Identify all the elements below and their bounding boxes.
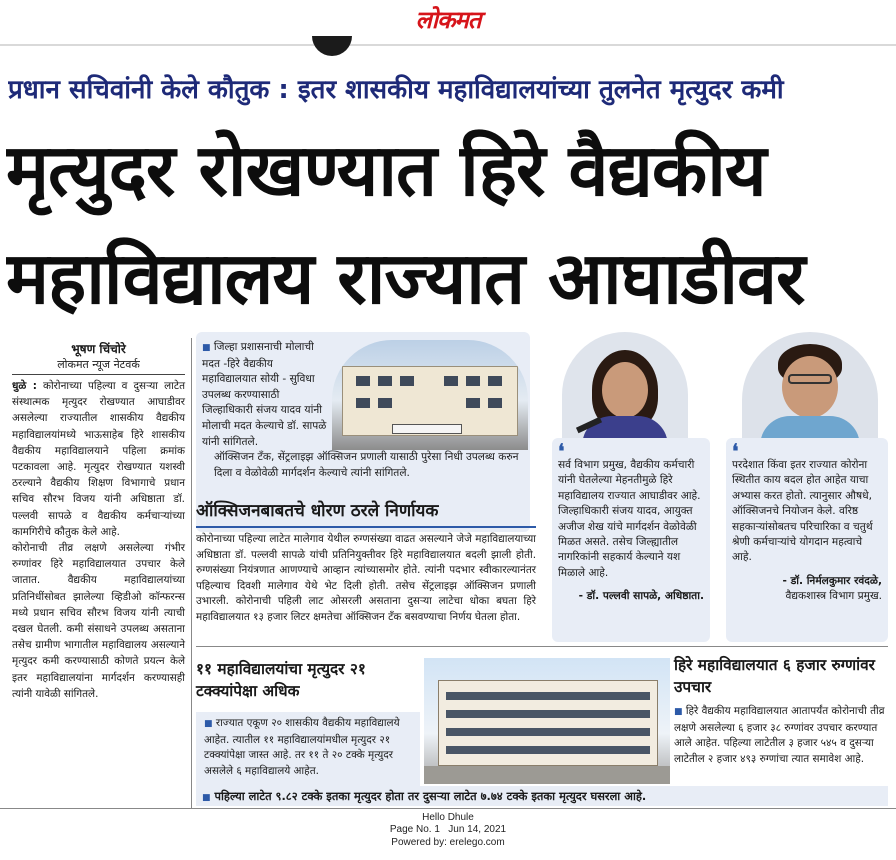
oxygen-body-text: कोरोनाच्या पहिल्या लाटेत मालेगाव येथील रुग्णसंख्या वाढत असल्याने जेजे महाविद्यालयाच्या अधिष्ठाता डॉ. पल्लवी सापळे यांची प्रतिनियुक्तीवर हिरे महाविद्यालयात बदली झाली होती. रुग्णसंख्या नियंत्रणात आणण्याचे आव्हान त्यांच्यासमोर होते. त्यांनी पदभार स्वीकारल्यानंतर पहिल्याच दिवशी मालेगाव येथे भेट दिली होती. तसेच सेंट्रलाइझ ऑक्सिजन प्रणाली उभारली. कोरोनाची पहिली लाट ओसरली असताना दुसऱ्या लाटेचा धोका बघता हिरे महाविद्यालयात १३ हजार लिटर क्षमतेचा ऑक्सिजन टँक बसवण्याचा निर्णय घेतला होता. [196, 533, 536, 623]
window [378, 376, 392, 386]
square-bullet-icon: ■ [674, 707, 683, 717]
box-top-text: जिल्हा प्रशासनाची मोलाची मदत -हिरे वैद्यकीय महाविद्यालयात सोयी - सुविधा उपलब्ध करण्यासाठी जिल्हाधिकारी संजय यादव यांनी मोलाची मदत केल्याचे डॉ. सापळे यांनी सांगितले. [202, 341, 327, 448]
quote-box-dean [552, 438, 710, 642]
face [782, 356, 838, 418]
quote-attribution-hod: - डॉ. निर्मलकुमार रवंदळे, [782, 574, 882, 587]
window [356, 376, 370, 386]
photo-dr-pallavi-saple [562, 332, 688, 444]
body-paragraph-1 [12, 378, 185, 540]
headline-line-2: महाविद्यालय राज्यात आघाडीवर [6, 236, 805, 320]
window-row [446, 746, 650, 754]
info-box-text [202, 340, 330, 450]
face [602, 362, 648, 418]
masthead [0, 0, 896, 46]
window [466, 376, 480, 386]
window [356, 398, 370, 408]
clipping-border [0, 808, 896, 809]
headline [6, 118, 890, 338]
page-info: Page No. 1 Jun 14, 2021 [389, 824, 507, 836]
box-top-text-2: ऑक्सिजन टँक, सेंट्रलाइझ ऑक्सिजन प्रणाली यासाठी पुरेसा निधी उपलब्ध करुन दिला व वेळोवेळी मार्गदर्शन केल्याचे त्यांनी सांगितले. [214, 451, 519, 479]
ticker-text: पहिल्या लाटेत ९.८२ टक्के इतका मृत्युदर होता तर दुसऱ्या लाटेत ७.७४ टक्के इतका मृत्युदर घसरला आहे. [214, 789, 647, 803]
ground [424, 766, 670, 784]
quote-text-dean: सर्व विभाग प्रमुख, वैद्यकीय कर्मचारी यांनी घेतलेल्या मेहनतीमुळे हिरे महाविद्यालय राज्यात आघाडीवर आहे. जिल्हाधिकारी संजय यादव, आयुक्त अजीज शेख यांचे मार्गदर्शन वेळोवेळी मिळत असते. तसेच जिल्ह्यातील नागरिकांनी सहकार्य केल्याने यश मिळाले आहे. [558, 459, 701, 579]
box-bottom-text: राज्यात एकूण २० शासकीय वैद्यकीय महाविद्यालये आहेत. त्यातील ११ महाविद्यालयांमधील मृत्युदर २१ टक्क्यांपेक्षा जास्त आहे. तर ११ ते २० टक्के मृत्युदर असलेले ६ महाविद्यालये आहेत. [204, 717, 400, 777]
kicker: प्रधान सचिवांनी केले कौतुक : इतर शासकीय महाविद्यालयांच्या तुलनेत मृत्युदर कमी [8, 75, 784, 105]
window [488, 398, 502, 408]
dateline: धुळे : [12, 380, 37, 392]
window [400, 376, 414, 386]
powered-by-link[interactable]: Powered by: erelego.com [391, 836, 505, 848]
newspaper-clipping [0, 48, 896, 808]
window-row [446, 692, 650, 700]
byline: भूषण चिंचोरे [71, 342, 126, 356]
square-bullet-icon: ■ [204, 719, 213, 729]
quote-icon: ❛ [558, 439, 565, 463]
quote-attribution-dean: - डॉ. पल्लवी सापळे, अधिष्ठाता. [578, 590, 704, 603]
edition-name: Hello Dhule [422, 812, 474, 823]
hospital-building-photo [332, 340, 528, 450]
left-column [12, 338, 192, 808]
photo-dr-nirmalkumar-ravandale [742, 332, 878, 444]
window-row [446, 710, 650, 718]
quote-icon: ❛ [732, 439, 739, 463]
lokmat-logo[interactable]: लोकमत [415, 5, 481, 34]
agency-credit: लोकमत न्यूज नेटवर्क [12, 357, 185, 375]
body-paragraph-2: कोरोनाची तीव्र लक्षणे असलेल्या गंभीर रुग्णांवर हिरे महाविद्यालयात उपचार केले जातात. वैद्यकीय महाविद्यालयांच्या प्रतिनिधींसोबत झालेल्या व्हिडीओ कॉन्फरन्स मध्ये प्रधान सचिव सौरभ विजय यांनी त्याची दखल घेतली. कमी संसाधने उपलब्ध असताना तसेच ग्रामीण भागातील महाविद्यालय असल्याने मृत्युदर कमी करण्यासाठी कोणते प्रयत्न केले इतर महाविद्यालयांना मार्गदर्शन करण्यासही त्यांनी यावेळी सांगितले. [12, 542, 185, 700]
headline-line-1: मृत्युदर रोखण्यात हिरे वैद्यकीय [6, 128, 766, 212]
window [488, 376, 502, 386]
epaper-footer [0, 812, 896, 860]
mortality-ticker [196, 786, 888, 806]
building-sign [392, 424, 462, 434]
info-box-patients [674, 704, 888, 792]
divider [196, 646, 888, 647]
left-body-text: कोरोनाच्या पहिल्या व दुसऱ्या लाटेत संस्थात्मक मृत्युदर रोखण्यात आघाडीवर असलेल्या राज्यातील शासकीय वैद्यकीय महाविद्यालयांमध्ये भाऊसाहेब हिरे शासकीय वैद्यकीय महाविद्यालयाने पहिला क्रमांक पटकावला आहे. मृत्युदर रोखण्यात यशस्वी ठरल्याने वैद्यकीय शिक्षण विभागाचे प्रधान सचिव सौरभ विजय यांनी अधिष्ठाता डॉ. पल्लवी सापळे व वैद्यकीय कर्मचाऱ्यांच्या कामगिरीचे कौतुक केले आहे. [12, 380, 185, 538]
square-bullet-icon: ■ [202, 343, 211, 353]
quote-box-hod [726, 438, 888, 642]
window-row [446, 728, 650, 736]
quote-attribution-hod-title: वैद्यकशास्त्र विभाग प्रमुख. [785, 590, 882, 603]
glasses-icon [788, 374, 832, 384]
square-bullet-icon: ■ [202, 793, 211, 803]
window [378, 398, 392, 408]
quote-text-hod: परदेशात किंवा इतर राज्यात कोरोना स्थितीत काय बदल होत आहेत याचा अभ्यास करत होतो. त्यानुसार औषधे, ऑक्सिजनचे नियोजन केले. वरिष्ठ सहकाऱ्यांसोबतच परिचारिका व चतुर्थ श्रेणी कर्मचाऱ्यांचे योगदान महत्वाचे आहे. [732, 459, 873, 564]
subheading-oxygen-policy: ऑक्सिजनबाबतचे धोरण ठरले निर्णायक [196, 498, 536, 528]
box-right-text: हिरे वैद्यकीय महाविद्यालयात आतापर्यंत कोरोनाची तीव्र लक्षणे असलेल्या ६ हजार ३८ रुग्णांवर उपचार करण्यात आले आहेत. पहिल्या लाटेतील ३ हजार ५४५ व दुसऱ्या लाटेतील २ हजार ४९३ रुग्णांचा त्यात समावेश आहे. [674, 705, 885, 765]
info-box-mortality [196, 712, 420, 790]
subheading-mortality-21: ११ महाविद्यालयांचा मृत्युदर २१ टक्क्यांपेक्षा अधिक [196, 660, 366, 700]
window [444, 376, 458, 386]
subheading-6000-patients: हिरे महाविद्यालयात ६ हजार रुग्णांवर उपचार [674, 656, 875, 696]
window [466, 398, 480, 408]
college-building-photo [424, 658, 670, 784]
